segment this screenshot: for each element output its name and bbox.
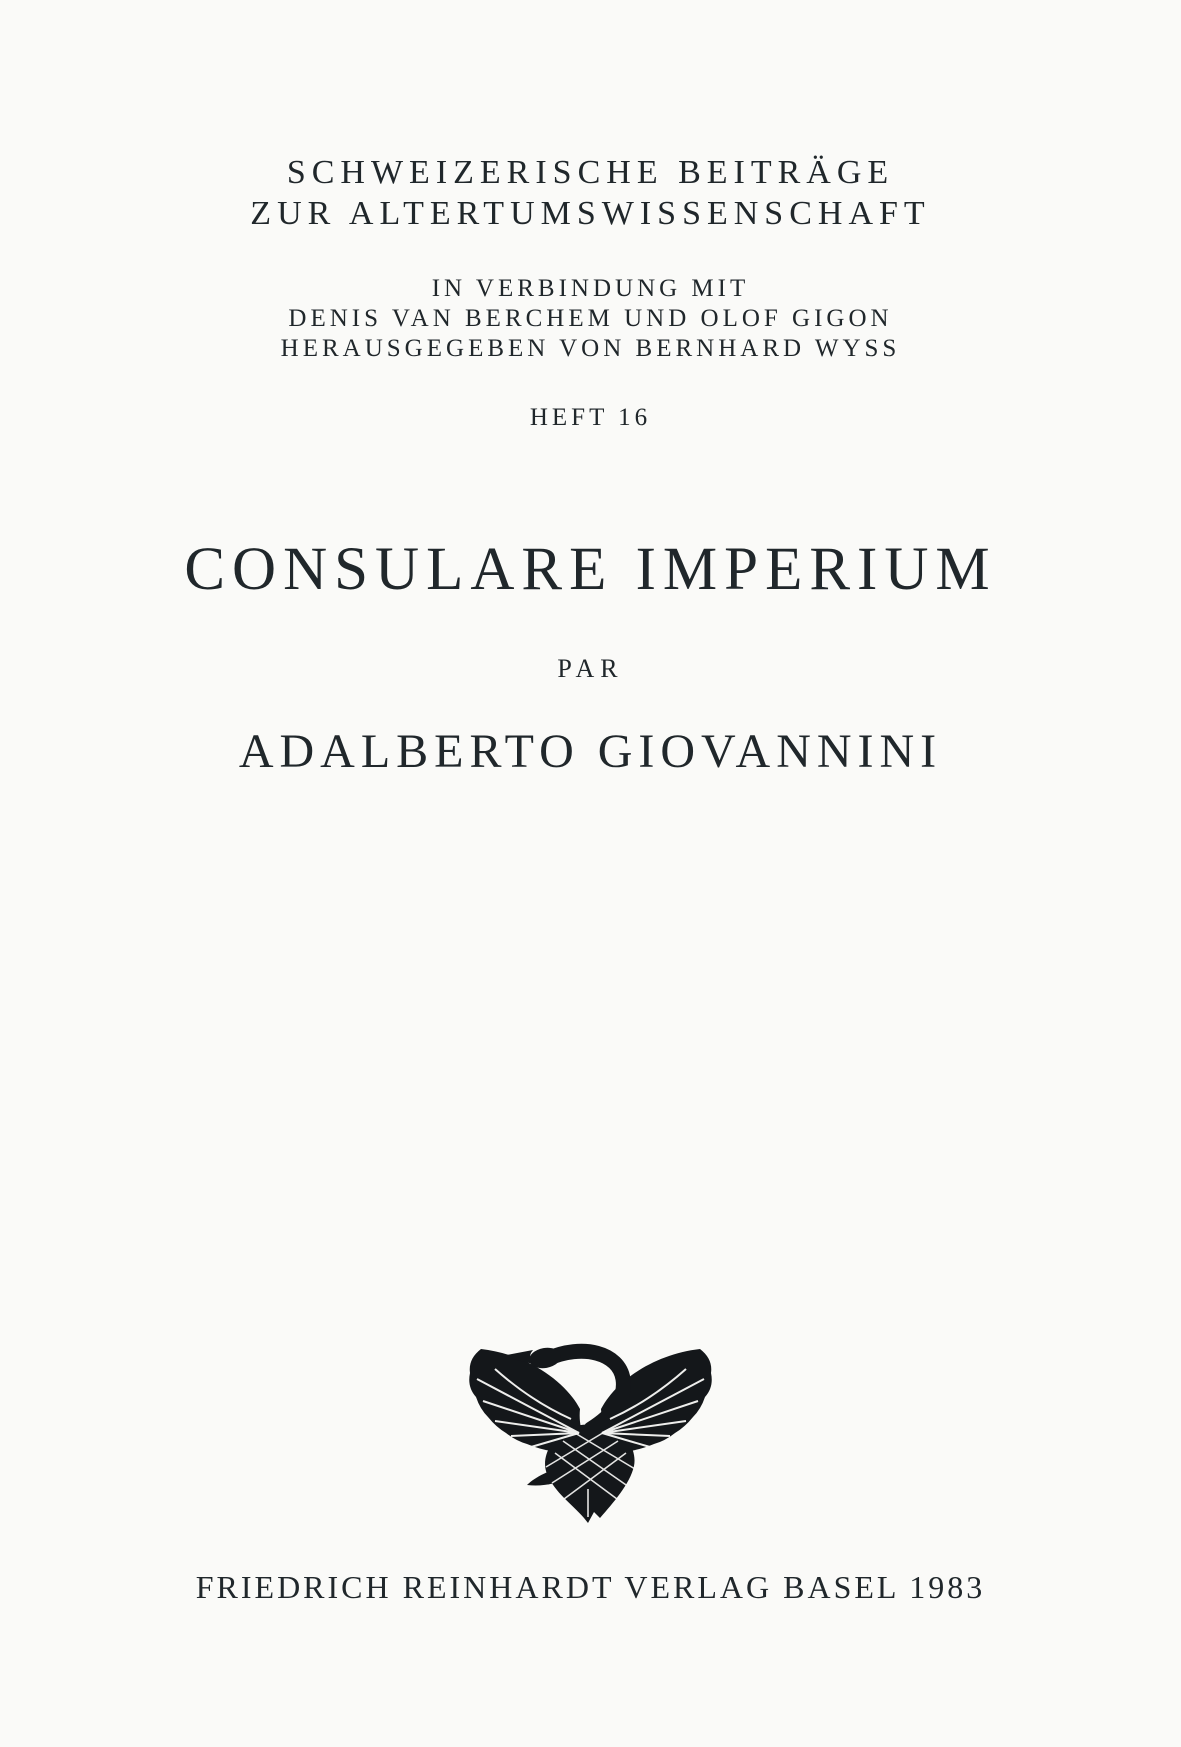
publisher-imprint: FRIEDRICH REINHARDT VERLAG BASEL 1983 <box>195 1569 986 1605</box>
series-title <box>250 152 930 234</box>
collaboration-line1: IN VERBINDUNG MIT <box>431 275 750 302</box>
byline: PAR <box>557 654 624 683</box>
editors-block <box>281 274 901 364</box>
swan-emblem-icon <box>467 1339 714 1523</box>
collaboration-line2: DENIS VAN BERCHEM UND OLOF GIGON <box>288 305 893 332</box>
publisher-logo <box>467 1339 714 1523</box>
series-title-line1: SCHWEIZERISCHE BEITRÄGE <box>286 154 895 191</box>
issue-number: HEFT 16 <box>529 404 652 431</box>
series-title-line2: ZUR ALTERTUMSWISSENSCHAFT <box>250 195 931 232</box>
author-name: ADALBERTO GIOVANNINI <box>238 725 943 778</box>
book-title: CONSULARE IMPERIUM <box>184 536 997 603</box>
collaboration-line3: HERAUSGEGEBEN VON BERNHARD WYSS <box>280 335 901 362</box>
